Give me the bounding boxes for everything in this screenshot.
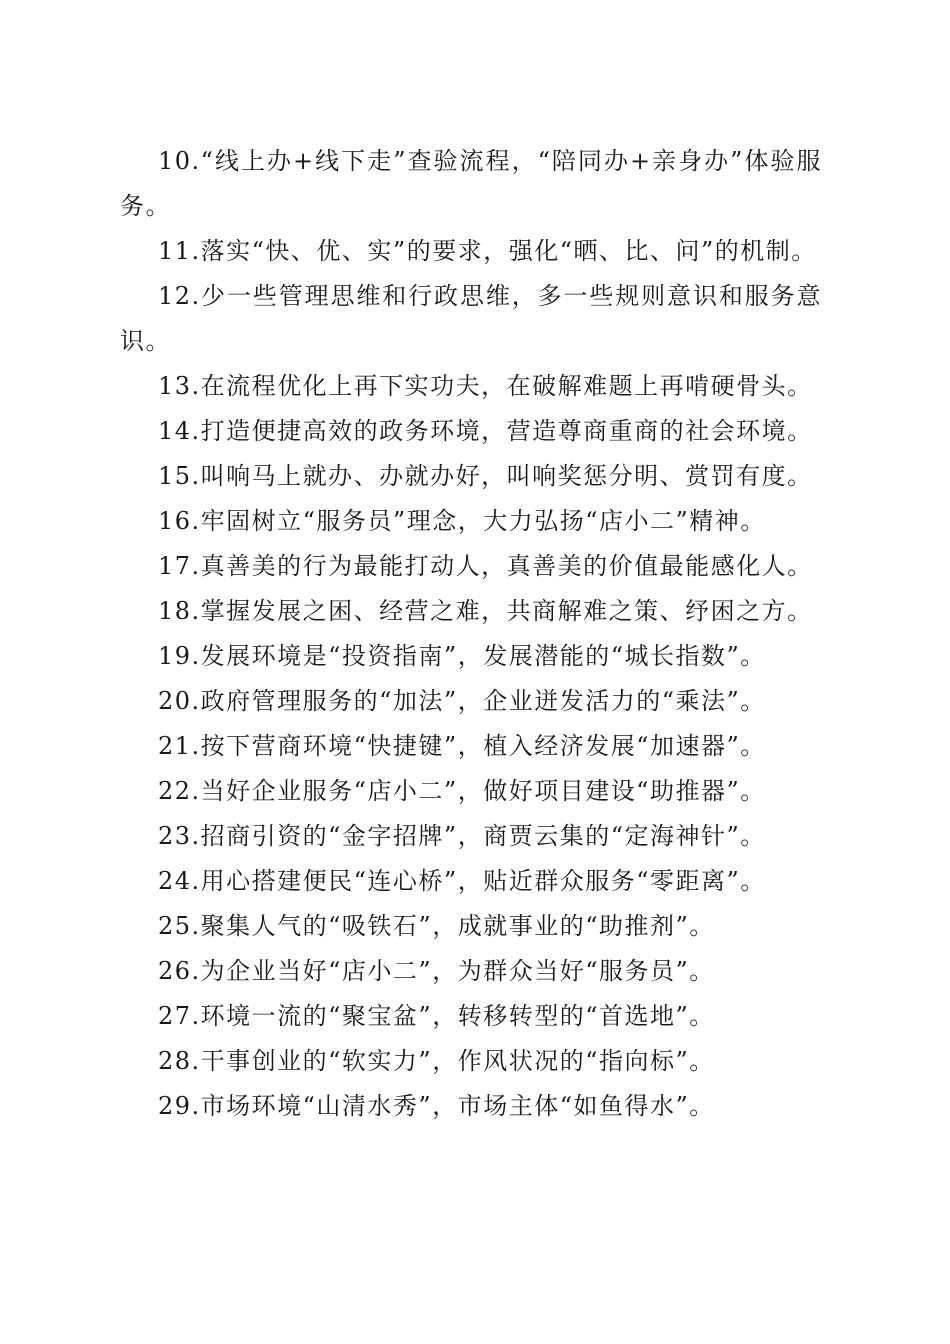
paragraph-13: 13.在流程优化上再下实功夫，在破解难题上再啃硬骨头。 bbox=[158, 372, 813, 400]
paragraph-23: 23.招商引资的“金字招牌”，商贾云集的“定海神针”。 bbox=[158, 822, 766, 850]
paragraph-16: 16.牢固树立“服务员”理念，大力弘扬“店小二”精神。 bbox=[158, 507, 766, 535]
paragraph-21: 21.按下营商环境“快捷键”，植入经济发展“加速器”。 bbox=[158, 732, 766, 760]
paragraph-22: 22.当好企业服务“店小二”，做好项目建设“助推器”。 bbox=[158, 777, 766, 805]
paragraph-18: 18.掌握发展之困、经营之难，共商解难之策、纾困之方。 bbox=[158, 597, 813, 625]
paragraph-17: 17.真善美的行为最能打动人，真善美的价值最能感化人。 bbox=[158, 552, 813, 580]
paragraph-12: 12.少一些管理思维和行政思维，多一些规则意识和服务意识。 bbox=[120, 282, 822, 355]
document-body bbox=[120, 139, 822, 1129]
paragraph-19: 19.发展环境是“投资指南”，发展潜能的“城长指数”。 bbox=[158, 642, 766, 670]
paragraph-26: 26.为企业当好“店小二”，为群众当好“服务员”。 bbox=[158, 957, 715, 985]
paragraph-15: 15.叫响马上就办、办就办好，叫响奖惩分明、赏罚有度。 bbox=[158, 462, 813, 490]
paragraph-25: 25.聚集人气的“吸铁石”，成就事业的“助推剂”。 bbox=[158, 912, 715, 940]
paragraph-20: 20.政府管理服务的“加法”，企业迸发活力的“乘法”。 bbox=[158, 687, 766, 715]
paragraph-14: 14.打造便捷高效的政务环境，营造尊商重商的社会环境。 bbox=[158, 417, 813, 445]
paragraph-24: 24.用心搭建便民“连心桥”，贴近群众服务“零距离”。 bbox=[158, 867, 766, 895]
paragraph-28: 28.干事创业的“软实力”，作风状况的“指向标”。 bbox=[158, 1047, 715, 1075]
paragraph-10: 10.“线上办+线下走”查验流程，“陪同办+亲身办”体验服务。 bbox=[120, 147, 822, 220]
paragraph-29: 29.市场环境“山清水秀”，市场主体“如鱼得水”。 bbox=[158, 1092, 715, 1120]
paragraph-11: 11.落实“快、优、实”的要求，强化“晒、比、问”的机制。 bbox=[158, 237, 817, 265]
paragraph-27: 27.环境一流的“聚宝盆”，转移转型的“首选地”。 bbox=[158, 1002, 715, 1030]
